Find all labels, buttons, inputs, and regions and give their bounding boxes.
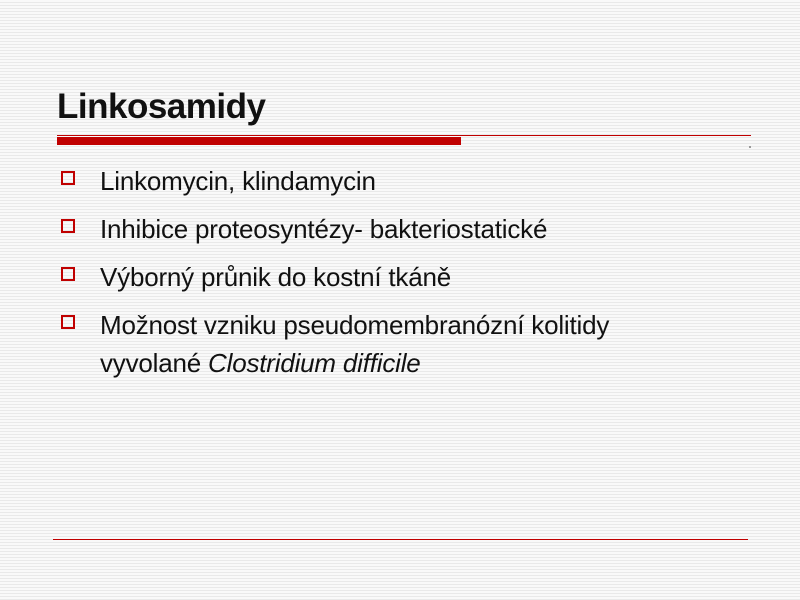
slide-title: Linkosamidy bbox=[57, 87, 266, 126]
hollow-square-icon bbox=[61, 171, 75, 185]
bullet-text: Linkomycin, klindamycin bbox=[100, 166, 376, 196]
hollow-square-icon bbox=[61, 219, 75, 233]
title-rule-thick bbox=[57, 137, 461, 145]
bullet-item bbox=[58, 306, 758, 382]
hollow-square-icon bbox=[61, 315, 75, 329]
title-rule-dot bbox=[749, 146, 751, 148]
title-rule-thin bbox=[57, 135, 751, 136]
bullet-text-line2-italic: Clostridium difficile bbox=[208, 348, 421, 378]
bullet-item bbox=[58, 258, 758, 296]
bullet-text: Inhibice proteosyntézy- bakteriostatické bbox=[100, 214, 548, 244]
bullet-text-line2-plain: vyvolané bbox=[100, 348, 209, 378]
bullet-item bbox=[58, 210, 758, 248]
hollow-square-icon bbox=[61, 267, 75, 281]
footer-rule bbox=[53, 539, 748, 540]
bullet-text-line1: Možnost vzniku pseudomembranózní kolitidy bbox=[100, 310, 610, 340]
bullet-text: Výborný průnik do kostní tkáně bbox=[100, 262, 451, 292]
bullet-list bbox=[58, 162, 758, 392]
bullet-text-multiline bbox=[100, 310, 609, 378]
bullet-item bbox=[58, 162, 758, 200]
